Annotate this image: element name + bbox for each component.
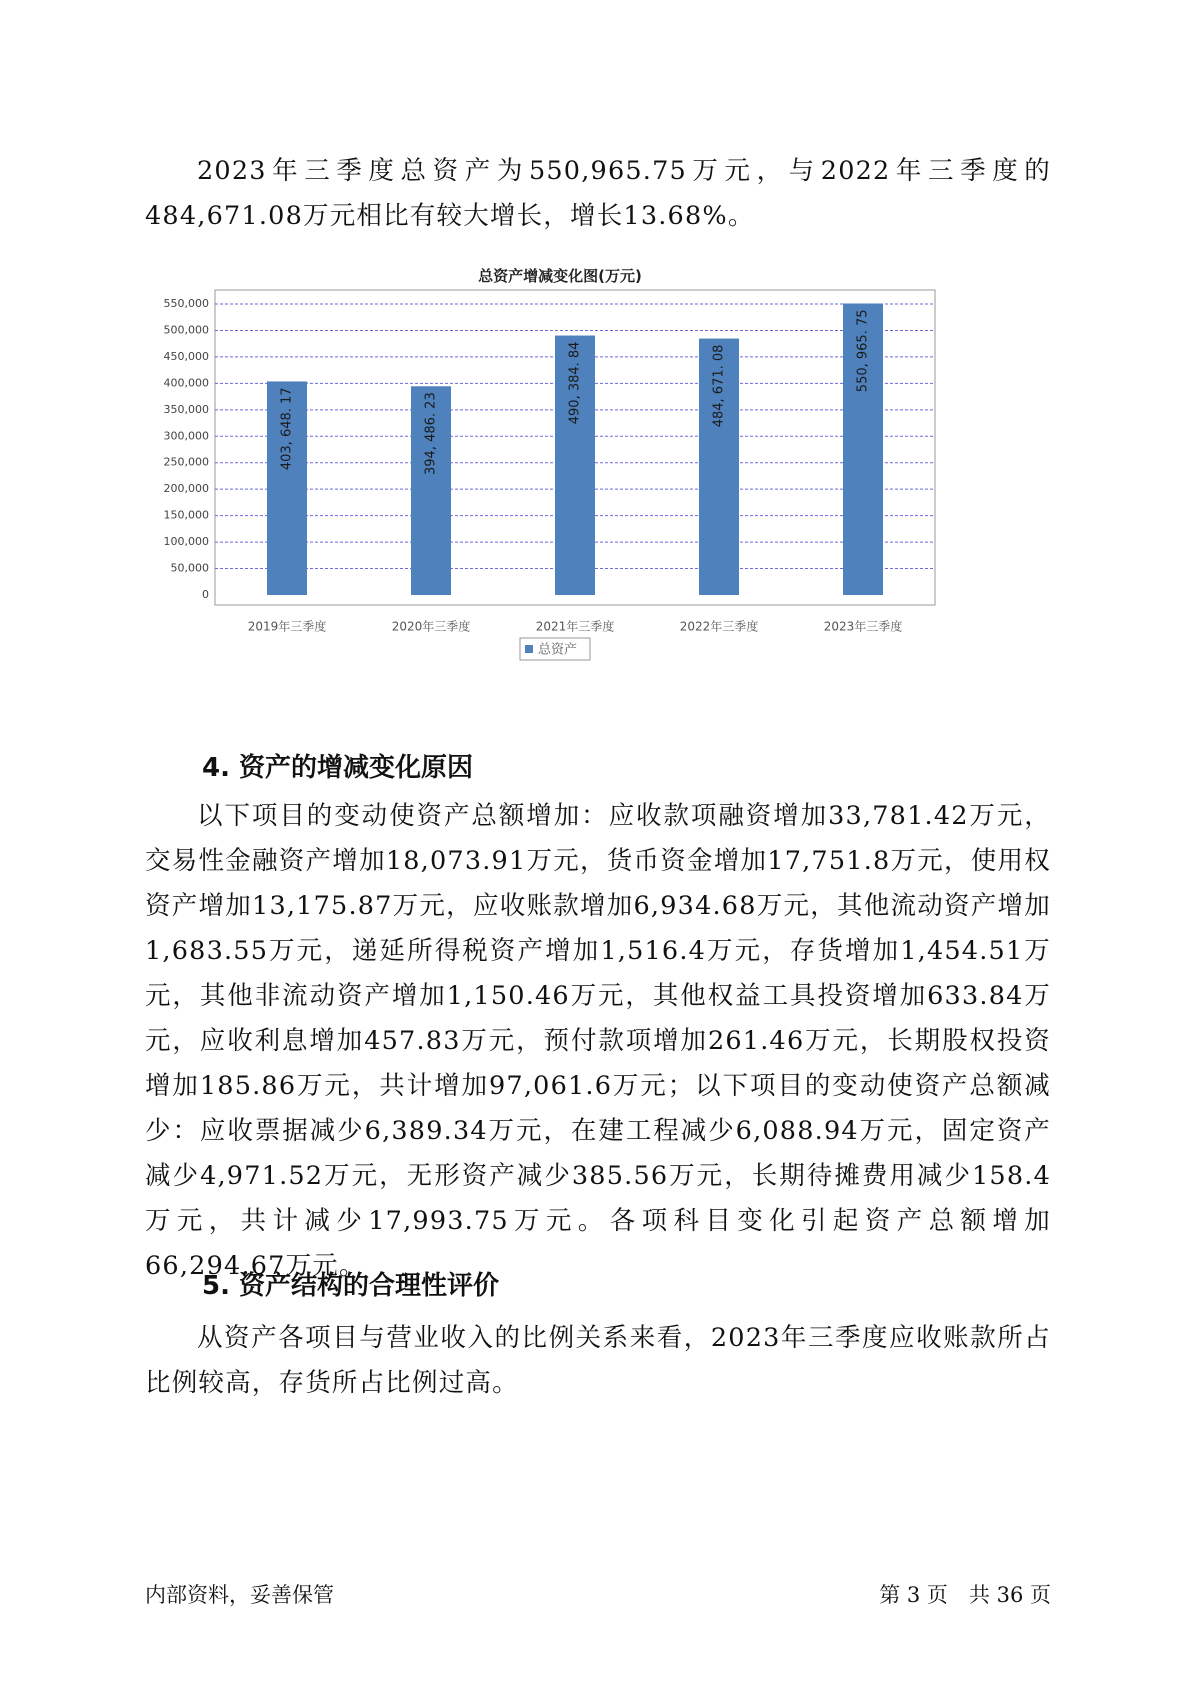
y-tick-label: 300,000: [163, 429, 209, 443]
x-tick-label: 2019年三季度: [247, 619, 327, 634]
chart-svg: [140, 262, 1040, 722]
legend-swatch: [525, 645, 533, 653]
footer-confidential-note: 内部资料，妥善保管: [145, 1583, 334, 1607]
y-tick-label: 500,000: [163, 323, 209, 337]
y-tick-label: 200,000: [163, 482, 209, 496]
footer-page-number: 第 3 页 共 36 页: [879, 1583, 1051, 1607]
y-tick-label: 550,000: [163, 297, 209, 310]
total-assets-chart: [140, 262, 1040, 722]
y-tick-label: 400,000: [163, 376, 209, 390]
bar-data-label: 490, 384. 84: [567, 341, 583, 425]
y-tick-label: 450,000: [163, 349, 209, 363]
section-4-heading: 4. 资产的增减变化原因: [202, 753, 474, 783]
bar-data-label: 394, 486. 23: [423, 392, 439, 475]
x-tick-label: 2023年三季度: [823, 619, 903, 634]
y-tick-label: 350,000: [163, 402, 209, 416]
intro-paragraph: 2023年三季度总资产为550,965.75万元，与2022年三季度的484,671.08万元相比有较大增长，增长13.68%。: [145, 156, 1051, 231]
bar-data-label: 403, 648. 17: [279, 387, 295, 471]
y-tick-label: 250,000: [163, 455, 209, 469]
x-tick-label: 2021年三季度: [535, 619, 615, 634]
x-tick-label: 2022年三季度: [679, 619, 759, 634]
y-tick-label: 0: [202, 588, 209, 601]
section-4-paragraph: 以下项目的变动使资产总额增加：应收款项融资增加33,781.42万元，交易性金融资产增加18,073.91万元，货币资金增加17,751.8万元，使用权资产增加13,175.87万元，应收账款增加6,934.68万元，其他流动资产增加1,683.55万元，递延所得税资产增加1,516.4万元，存货增加1,454.51万元，其他非流动资产增加1,150.46万元，其他权益工具投资增加633.84万元，应收利息增加457.83万元，预付款项增加261.46万元，长期股权投资增加185.86万元，共计增加97,061.6万元；以下项目的变动使资产总额减少：应收票据减少6,389.34万元，在建工程减少6,088.94万元，固定资产减少4,971.52万元，无形资产减少385.56万元，长期待摊费用减少158.4万元，共计减少17,993.75万元。各项科目变化引起资产总额增加66,294.67万元。: [145, 801, 1051, 1281]
x-tick-label: 2020年三季度: [391, 619, 471, 634]
y-tick-label: 150,000: [163, 508, 209, 522]
chart-title: 总资产增减变化图(万元): [478, 267, 642, 286]
bar-data-label: 484, 671. 08: [711, 344, 727, 428]
legend: [520, 638, 590, 660]
y-axis-ticks: [164, 297, 210, 601]
section-5-heading: 5. 资产结构的合理性评价: [202, 1271, 500, 1301]
legend-label: 总资产: [538, 642, 578, 658]
y-tick-label: 50,000: [170, 561, 209, 575]
x-axis-ticks: [248, 619, 903, 634]
section-5-paragraph: 从资产各项目与营业收入的比例关系来看，2023年三季度应收账款所占比例较高，存货所占比例过高。: [145, 1323, 1051, 1398]
bar-data-label: 550, 965. 75: [855, 309, 871, 393]
y-tick-label: 100,000: [163, 535, 209, 549]
